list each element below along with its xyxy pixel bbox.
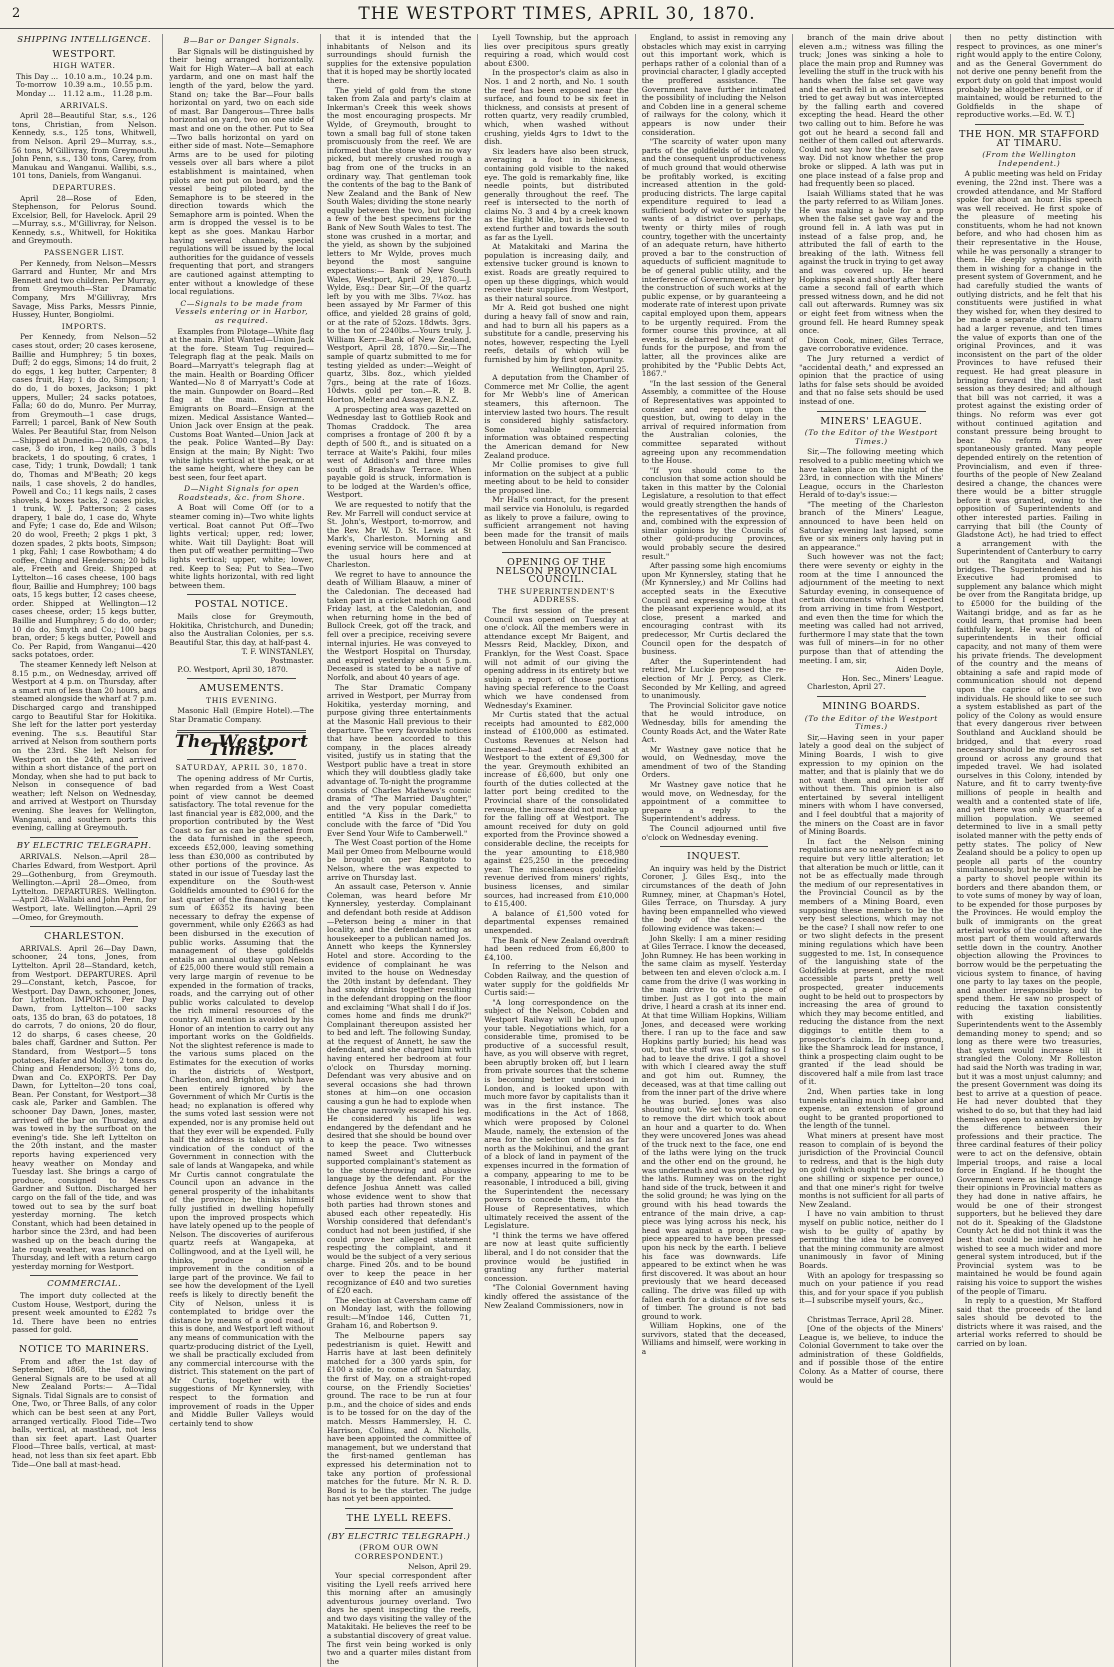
page-number: 2 [12,6,21,21]
paragraph: Per Kennedy, from Nelson—Messrs Garrard and Hunter, Mr and Mrs Bennett and two children. Per Murray, from Greymouth—Star Dramatic Company, Mrs M'Gillivray, Mrs Savage, Miss Parks, Messrs Pinnie, Hussey, Hunter, Bongiolmi. [12,258,157,320]
divider [187,594,295,595]
subheading: POSTAL NOTICE. [194,599,289,611]
paper-nameplate: The Westport Times. [174,731,309,761]
newspaper-columns [6,33,1108,1666]
paragraph: John Skelly: I am a miner residing at Giles Terrace. I know the deceased, John Rumney. He has been working in the same claim as myself. Yesterday between ten and eleven o'clock a.m. I came from the drive (I was working in the main drive to get a piece of timber. Just as I got into the main drive, I heard a crash at its inner end. At that time William Hopkins, William Jones, and deceased were working there. I ran up to the face and saw Hopkins partly buried; his head was out, but the stuff was still falling so I had to leave the drive. I got a shovel with which I cleared away the stuff and got him out. Rumney, the deceased, was at that time calling out from the inner part of the drive where he was buried. Jones was also shouting out. We set to work at once to remove the dirt which took about an hour and a quarter to do. When they were uncovered Jones was ahead of the truck next to the face, one end of the laths were lying on the truck and the other end on the ground, he was underneath and was protected by the laths. Rumney was on the right hand side of the truck, between it and the solid ground; he was lying on the ground with his head towards the entrance of the main drive, a cap-piece was lying across his neck, his head was against a prop, the cap-piece appeared to have been pressed upon his neck by the earth. I believe his face was downwards. Life appeared to be extinct when he was first discovered. It was about an hour previously that we heard deceased calling. The drive was filled up with fallen earth for a distance of five sets of timber. The ground is not bad ground to work. [641,933,787,1321]
paragraph: Such however was not the fact; there were seventy or eighty in the room at the time I announced the adjournment of the meeting to next Saturday evening, in consequence of certain documents which I expected from arriving in time from Westport, and even then the time for which the meeting was called had not arrived, furthermore I may state that the town was full of miners—in for no other purpose than that of attending the meeting. I am, sir, [799,552,944,665]
divider [30,837,138,838]
paragraph: Mr Curtis stated that the actual receipts had amounted to £82,000 instead of £100,000 as estimated. Customs Revenues at Nelson had increased—had decreased at Westport to the extent of £9,300 for the year. Greymouth exhibited an increase of £6,600, but only one fourth of the duties collected at the latter port being credited to the Provincial share of the consolidated revenue, the increase did not make up for the falling off at Westport. The amount received for duty on gold exported from the Province showed a considerable decline, the receipts for the year amounting to £18,980 against £25,250 in the preceding year. The miscellaneous goldfields' revenue derived from miners' rights, business licenses, and similar sources, had increased from £10,000 to £15,400. [484,710,629,909]
subheading: PASSENGER LIST. [43,248,125,258]
section-heading: COMMERCIAL. [47,1279,122,1290]
dateline: SATURDAY, APRIL 30, 1870. [175,762,308,772]
divider [30,926,138,927]
divider [817,411,925,412]
article-heading: MINERS' LEAGUE. [820,415,923,427]
paragraph: Charleston, April 27. [807,682,886,692]
subheading: (From the Wellington Independent.) [982,150,1077,168]
paragraph: In referring to the Nelson and Cobden Railway, and the question of water supply for the goldfields Mr Curtis said:— [484,962,629,998]
subheading: (To the Editor of the Westport Times.) [804,713,938,732]
paragraph: then no petty distinction with respect to provinces, as one miner's right would apply to the entire Colony, and as the General Government do not derive one penny benefit from the export duty on gold that impost would probably be altogether remitted, or if maintained, would be returned to the Goldfields in the shape of reproductive works.—Ed. W. T.] [956,33,1102,120]
paragraph: Dixon Cook, miner, Giles Terrace, gave corroborative evidence. [799,335,944,354]
column-3 [321,34,478,1667]
paragraph: "The scarcity of water upon many parts of the goldfields of the colony, and the consequent unproductiveness of much ground that would otherwise be profitably worked, is exciting increased attention in the gold-producing districts. The large capital expenditure required to lead a sufficient body of water to supply the wants of a district over perhaps, twenty or thirty miles of rough country, together with the uncertainty of an adequate return, have hitherto proved a bar to the construction of aqueducts of sufficient magnitude to be of general public utility, and the interference of Government, either by the construction of such works at the public expense, or by guaranteeing a moderate rate of interest upon private capital employed upon them, appears to be urgently required. From the former course this province, at all events, is debarred by the want of funds for the purpose, and from the latter, all the provinces alike are prohibited by the "Public Debts Act, 1867." [641,137,787,379]
paragraph: A balance of £1,500 voted for departmental expenses remained unexpended. [484,908,629,935]
paragraph: "The meeting of the Charleston branch of the Miners' League, announced to have been held on Saturday evening last lapsed, some five or six miners only having put in an appearance." [799,499,944,552]
paragraph: "I think the terms we have offered are now at least quite sufficiently liberal, and I do not consider that the province would be justified in granting any further material concession. [484,1230,629,1283]
signature: T. F. WINSTANLEY, [241,647,314,657]
paragraph: The Bank of New Zealand overdraft had been reduced from £6,800 to £4,100. [484,935,629,962]
paragraph: After passing some high encomiums upon Mr Kynnersley, stating that he (Mr Kynnersley,) and Mr Collins had accepted seats in the Executive Council and expressing a hope that the pleasant experience would, at its close, present a marked and encouraging contrast with its predecessor, Mr Curtis declared the Council open for the despatch of business. [641,561,787,657]
article-heading: THE HON. MR STAFFORD AT TIMARU. [959,128,1100,149]
divider [30,1339,138,1340]
article-heading: MINING BOARDS. [822,700,921,712]
subheading: (To the Editor of the Westport Times.) [804,428,938,446]
column-2 [163,34,320,1667]
subheading: AMUSEMENTS. [199,683,285,695]
paragraph: Mr A. Reid got bushed one night during a heavy fall of snow and rain, and had to burn all his papers as a substitute for a candle, preserving his notes, however, respecting the Lyell reefs, details of which will be furnished by him by first opportunity. [484,303,629,364]
subheading: HIGH WATER. [52,61,116,71]
paragraph: "A long correspondence on the subject of the Nelson, Cobden and Westport Railway will be laid upon your table. Negotiations which, for a considerable time, promised to be productive of a successful result, have, as you will observe with regret, been abruptly broken off, but I learn from private sources that the scheme is becoming better understood in London, and is looked upon with much more favor by capitalists than it was in the first instance. The modifications in the Act of 1868, which were proposed by Colonel Maude, namely, the extension of the area for the selection of land as far north as the Mokihinui, and the grant of a block of land in payment of the expenses incurred in the formation of a company, appearing to me to be reasonable, I introduced a bill, giving the Superintendent the necessary powers to concede them, into the House of Representatives, which ultimately received the assent of the Legislature. [484,997,629,1231]
paragraph: P.O. Westport, April 30, 1870. [177,664,289,674]
paragraph: ARRIVALS. April 26—Day Dawn, schooner, 24 tons, Jones, from Lyttelton. April 28—Standard, ketch, from Westport. DEPARTURES. April 29—Constant, ketch, Pascoe, for Westport. Day Dawn, schooner, Jones, for Lyttelton. IMPORTS. Per Day Dawn, from Lyttelton—100 sacks oats, 135 do bran, 63 do potatoes, 18 do carrots, 7 do onions, 20 do flour, 12 do sharps, 6 cases cheese, 20 bales chaff, Gardner and Sutton. Per Standard, from Westport—5 tons potatoes, Hafer and Molloy; 2 tons do, Ching and Henderson; 3½ tons do, Dwan and Co. EXPORTS. Per Day Dawn, for Lyttelton—20 tons coal, Bean. Per Constant, for Westport—38 cask ale, Parker and Gamblen. The schooner Day Dawn, Jones, master, arrived off the bar on Thursday, and was towed in by the surfboat on the evening's tide. She left Lyttelton on the 20th instant, and the master reports having experienced very heavy weather on Monday and Tuesday last. She brings a cargo of produce, consigned to Messrs Gardner and Sutton. Discharged her cargo on the fall of the tide, and was towed out to sea by the surf boat yesterday morning. The ketch Constant, which had been detained in harbor since the 23rd, and had been washed up on the beach during the late rough weather, was launched on Thursday, and left with a return cargo yesterday morning for Westport. [12,943,157,1271]
paragraph: The Jury returned a verdict of "accidental death," and expressed an opinion that the practice of using laths for false sets should be avoided and that no false sets should be used instead of one. [799,353,944,406]
paragraph: At Matakitaki and Marina the population is increasing daily, and extensive tucker ground is known to exist. Roads are greatly required to open up these diggings, which would receive their supplies from Westport, as their natural source. [484,242,629,303]
paragraph: A deputation from the Chamber of Commerce met Mr Collie, the agent for Mr Webb's line of American steamers, this afternoon. The interview lasted two hours. The result is considered highly satisfactory. Some valuable commercial information was obtained respecting the American demand for New Zealand produce. [484,373,629,460]
column-6 [793,34,950,1667]
paragraph: The steamer Kennedy left Nelson at 8.15 p.m., on Wednesday, arrived off Westport at 4 p.m. on Thursday, after a smart run of less than 20 hours, and steamed alongside the wharf at 7 p.m. Discharged cargo and transhipped cargo to Beautiful Star for Hokitika. She left for the latter port yesterday evening. The s.s. Beautiful Star arrived at Nelson from southern ports on the 23rd. She left Nelson for Westport on the 24th, and arrived within a short distance of the port on Monday, when she had to put back to Nelson in consequence of bad weather; left Nelson on Wednesday, and arrived at Westport on Thursday evening. She leaves for Wellington, Wanganui, and southern ports this evening, calling at Greymouth. [12,659,157,833]
paragraph: The Star Dramatic Company arrived in Westport, per Murray from Hokitika, yesterday morning, and purpose giving three entertainments at the Masonic Hall previous to their departure. The very favorable notices that have been accorded to this company, in the places already visited, justify us in stating that the Westport public have a treat in store which they will doubtless gladly take advantage of. To-night the programme consists of Charles Mathews's comic drama of "The Married Daughter," and the very popular comedietta entitled "A Kiss in the Dark," to conclude with the farce of "Did You Ever Send Your Wife to Camberwell." [326,682,472,838]
paragraph: Mr Wastney gave notice that he would, on Wednesday, move the amendment of two of the Standing Orders. [641,744,787,780]
paragraph: April 28—Rose of Eden, Stephenson, for Pelorus Sound. Excelsior, Bell, for Havelock. April 29—Murray, s.s., M'Gillivray, for Nelson. Kennedy, s.s., Whitwell, for Hokitika and Greymouth. [12,193,157,246]
paragraph: ARRIVALS. Nelson.—April 28—Charles Edward, from Westport. April 29—Gothenburg, from Greymouth. Wellington.—April 28—Omeo, from Lyttelton. DEPARTURES. Wellington.—April 28—Wallabi and John Penn, for Westport, late. Wellington.—April 29—Omeo, for Greymouth. [12,852,157,922]
paragraph: The Melbourne papers say pedestrianism is quiet. Hewitt and Harris have at last been definitely matched for a 300 yards spin, for £100 a side, to come off on Saturday, the first of May, on a straight-roped course, on the Friendly Societies' ground. The race to be run at four p.m., and the choice of sides and ends is to be tossed for on the day of the match. Messrs Hammersley, H. C. Harrison, Collins, and A. Nicholls, have been appointed the committee of management, but we understand that the first-named gentleman has expressed his determination not to take any portion of professional matches for the future. Mr N. R. D. Bond is to be the starter. The judge has not yet been appointed. [326,1331,472,1504]
paragraph: The West Coast portion of the Home Mail per Omeo from Melbourne would be brought on per Rangitoto to Nelson, where the was expected to arrive on Thursday last. [326,838,472,882]
paragraph: An assault case, Peterson v. Annie Coleman, was heard before Mr Kynnersley, yesterday. Complainant and defendant both reside at Addison—Peterson being a miner in that locality, and the defendant acting as housekeeper to a publican named Jos. Annett who keeps the Kynnersley Hotel and store. According to the evidence of complainant he was invited to the house on Wednesday the 20th instant by defendant. They had smoky drinks together resulting in the defendant dropping on the floor and exclaiming "What shall I do if Jos. comes home and finds me drunk?" Complainant thereupon assisted her to bed and left. The following Sunday, at the request of Annett, he saw the defendant, and she charged him with having entered her bedroom at four o'clock on Thursday morning. Defendant was very abusive and on several occasions she had thrown stones at him—on one occasion causing a gun he had to explode when the charge narrowly escaped his leg. He considered his life was endangered by the defendant and he desired that she should be bound over to keep the peace. Two witnesses named Sweet and Clutterbuck supported complainant's statement as to the stone-throwing and abusive language by the defendant. For the defence Joshua Annett was called whose evidence went to show that both parties had thrown stones and abused each other repeatedly. His Worship considered that defendant's conduct had not been justified, if she could prove her alleged statement respecting the complaint, and it would be the subject of a very serious charge. Fined 20s. and to be bound over to keep the peace in her recognizance of £40 and two sureties of £20 each. [326,882,472,1296]
divider [817,696,925,697]
paragraph: "The Colonial Government having kindly offered the assistance of the New Zealand Commissioners, now in [484,1283,629,1310]
column-1 [6,34,163,1667]
section-heading: BY ELECTRIC TELEGRAPH. [16,840,152,851]
subheading: ARRIVALS. [60,100,109,110]
divider [345,1508,453,1509]
tide-row: Monday ... 11.12 a.m., 11.28 p.m. [16,88,153,98]
divider [975,124,1084,125]
subheading: IMPORTS. [61,321,107,331]
subheading: WESTPORT. [52,48,117,60]
paragraph: In the prospector's claim as also in Nos. 1 and 2 north, and No. 1 south the reef has been exposed near the surface, and found to be six feet in thickness, and consists at present of rotten quartz, very readily crumbled, which, when washed without crushing, yields 4grs to 1dwt to the dish. [484,68,629,147]
paragraph: William Hopkins, one of the survivors, stated that the deceased, Williams and himself, were working in a [641,1321,787,1357]
subheading: NOTICE TO MARINERS. [19,1343,150,1355]
divider [345,1528,453,1529]
paragraph: Masonic Hall (Empire Hotel).—The Star Dramatic Company. [169,706,314,724]
paragraph: "In the last session of the General Assembly, a committee of the House of Representatives was appointed to consider and report upon the question, but, owing to delay in the arrival of required information from the Australian colonies, the committee separated without agreeing upon any recommendation to the House. [641,378,787,466]
paragraph: Mr Hall's contract, for the present mail service via Honolulu, is regarded as likely to prove a failure, owing to sufficient arrangement not having been made for the transit of mails between Honolulu and San Francisco. [484,495,629,548]
paragraph: April 28—Beautiful Star, s.s., 126 tons, Christian, from Nelson. Kennedy, s.s., 125 tons, Whitwell, from Nelson. April 29—Murray, s.s., 56 tons, M'Gillivray, from Greymouth. John Penn, s.s., 130 tons, Carey, from Manukau and Wanganui. Wallibi, s.s., 101 tons, Daniels, from Wanganui. [12,111,157,181]
paragraph: Isaiah Williams stated that he was the party referred to as Wiliam Jones. He was making a hole for a prop when the false set gave way and the ground fell in. A lath was put in instead of a false prop, and, he attributed the fall of earth to the breaking of the lath. Witness fell against the truck in trying to get away and was covered up. He heard Hopkins speak and shortly after there came a second fall of earth which pressed witness down, and he did not call out afterwards. Rumney was six or eight feet from witness when the ground fell. He heard Rumney speak once. [799,188,944,336]
paragraph: I have no vain ambition to thrust myself on public notice, neither do I wish to be guilty of apathy by permitting the idea to be conveyed that the mining community are almost unanimously in favor of Mining Boards. [799,1209,944,1270]
subheading: D—Night Signals for open Roadsteads, &c. from Shore. [178,484,306,502]
paragraph: Examples from Pilotage—White flag at the main. Pilot Wanted—Union Jack at the fore. Steam Tug required—Telegraph flag at the peak. Mails on Board—Marryatt's telegraph flag at the main. Health or Boarding Officer Wanted—No 8 of Marryatt's Code at the main. Gunpowder on Board—Red flag at the main. Government Emigrants on Board—Ensign at the mizen. Medical Assistance Wanted—Union Jack over Ensign at the peak. Customs Boat Wanted—Union Jack at the peak. Police Wanted—By Day: Ensign at the main; By Night: Two white lights vertical at the peak, or at the same height, where they can be best seen, four feet apart. [169,326,314,482]
paragraph: A Boat will Come Off (or to a steamer coming in)—Two white lights vertical. Boat cannot Put Off—Two lights vertical; upper, red; lower, white. Wait till Daylight: Boat will then put off weather permitting—Two lights vertical; upper, white; lower, red. Keep to Sea; Put to Sea—Two white lights horizontal, with red light between them. [169,503,314,590]
paragraph: The first session of the present Council was opened on Tuesday at one o'clock. All the members were in attendance except Mr Baigent, and Messrs Reid, Mackley, Dixon, and Franklyn, for the West Coast. Space will not admit of our giving the opening address in its entirety but we subjoin a report of those portions having special reference to the Coast which we have condensed from Wednesday's Examiner. [484,606,629,710]
subheading: C—Signals to be made from Vessels entering or in Harbor, as required. [175,298,309,325]
divider [30,1275,138,1276]
paragraph: What miners at present have most reason to complain of is beyond the jurisdiction of the Provincial Council to redress, and that is the high duty on gold (which ought to be reduced to one shilling or sixpence per ounce,) and that one miner's right for twelve months is not sufficient for all parts of New Zealand. [799,1131,944,1209]
divider [660,846,768,847]
paragraph: We regret to have to announce the death of William Blaauw, a miner of the Caledonian. The deceased had taken part in a cricket match on Good Friday last, at the Caledonian, and when returning home in the bed of Bullock Creek, got off the track, and fell over a precipice, receiving severe internal injuries. He was conveyed to the Westport Hospital on Thursday, and expired yesterday about 5 p.m. Deceased is stated to be a native of Norfolk, and about 40 years of age. [326,569,472,682]
paragraph: "If you should come to the conclusion that some action should be taken in this matter by the Colonial Legislature, a resolution to that effect would greatly strengthen the hands of the representatives of the province, and, combined with the expression of similar opinions by the Councils of other gold-producing provinces, would probably secure the desired result." [641,465,787,561]
paragraph: Bar Signals will be distinguished by their being arranged horizontally. Wait for High Water—A ball at each yardarm, and one on mast half the length of the yard, below the yard. Stand on; take the Bar—Four balls horizontal on yard, two on each side of mast. Bar Dangerous—Three balls horizontal on yard, two on one side of mast and one on the other. Put to Sea—Two balls horizontal on yard on either side of mast. Note—Semaphore Arms are to be used for piloting vessels over all bars where a pilot establishment is maintained, when pilots are not put on board, and the vessel being piloted by the Semaphore is to be steered in the direction towards which the Semaphore arm is pointed. When the arm is dropped the vessel is to be kept as she goes. Mankau Harbor having several channels, special regulations will be issued by the local authorities for the guidance of vessels frequenting that port, and strangers are cautioned against attempting to enter without a knowledge of these local regulations. [169,46,314,297]
signature: Aiden Doyle, [896,665,944,675]
signature: Miner. [919,1305,944,1315]
paragraph: An inquiry was held by the District Coroner, J. Giles Esq., into the circumstances of the death of John Rumney, miner, at Chapman's Hotel, Giles Terrace, on Thursday. A jury having been empannelled who viewed the body of the deceased the following evidence was taken:— [641,863,787,933]
paragraph: Per Kennedy, from Nelson—52 cases stout, order; 20 cases kerosene, Baillie and Humphrey; 5 tin boxes, Duff; 2 do eggs, Simons; 14 do fruit, 2 do eggs, 1 keg butter, Carpenter; 8 cases fruit, Hay; 1 do do, Simpson; 1 do do, 1 do boxes, Jackson; 1 pkt uppers, Muller; 24 sacks potatoes, Falla; 60 do do, Munro. Per Murray, from Greymouth—1 case drugs, Farrell; 1 parcel, Bank of New South Wales. Per Beautiful Star, from Nelson—Shipped at Dunedin—20,000 caps, 1 case, 3 do iron, 1 keg nails, 3 bdls brackets, 1 do spouting, 6 crates, 1 case, Tidy; 1 trunk, Dowdall; 1 tank do, Thomas and M'Beath; 20 kegs nails, 1 case shovels, 2 do handles, Powell and Co.; 11 kegs nails, 2 cases shovels, 4 boxes tacks, 2 cases picks, 1 trunk, W. J. Patterson; 2 cases drapery, 1 bale do, 1 case do, Whyte and Fyfe; 1 case do, Ede and Wilson; 20 do wool, Freeth; 2 pkgs 1 pkt, 3 dozen spades, 2 pkts boots, Simpson; 1 pkg, Fahl; 1 case Rowbotham; 4 do coffee, Ching and Henderson; 20 bdls ale, Freeth and Greig. Shipped at Lyttelton—16 cases cheese, 100 bags flour, Baillie and Humphrey; 100 bags oats, 15 kegs butter, 12 cases cheese, order. Shipped at Wellington—12 cases cheese, order; 15 kegs butter, Baillie and Humphrey; 5 do do, order; 10 do do, Smyth and Co.; 100 bags bran, order; 5 kegs butter, Powell and Co. Per Rapid, from Wanganui—420 sacks potatoes, order. [12,332,157,660]
divider [502,552,610,553]
dateline: Wellington, April 25. [551,364,629,374]
section-heading: SHIPPING INTELLIGENCE. [17,35,152,45]
newspaper-title: THE WESTPORT TIMES, APRIL 30, 1870. [358,4,756,24]
tide-row: This Day ... 10.10 a.m., 10.24 p.m. [16,71,153,81]
paragraph: England, to assist in removing any obstacles which may exist in carrying out this important work, which is perhaps rather of a colonial than of a provincial character, I gladly accepted the proffered assistance. The Government have further intimated the possibility of including the Nelson and Cobden line in a general scheme of railways for the colony, which it appears is now under their consideration. [641,33,787,137]
paragraph: The opening address of Mr Curtis, when regarded from a West Coast point of view cannot be deemed satisfactory. The total revenue for the last financial year is £82,000, and the proportion contributed by the West Coast so far as can be gathered from the data furnished in the speech, exceeds £52,000, leaving something less than £30,000 as contributed by other portions of the province. As stated in our issue of Tuesday last the expenditure on the South-west Goldfields amounted to £9016 for the last quarter of the financial year, the sum of £6352 its having been necessary to defray the expense of government, while only £2663 as had been disbursed in the execution of public works. Assuming that the management of these goldfields entails an annual outlay upon Nelson of £25,000 there would still remain a very large margin of revenue to be expended in the formation of tracks, roads, and the carrying out of other public works calculated to develop the rich mineral resources of the country. All mention is avoided by his Honor of an intention to carry out any important works on the Goldfields. Not the slightest reference is made to the various sums placed on the Estimates for the execution of works in the districts of Westport, Charleston, and Brighton, which have been entirely ignored by the Government of which Mr Curtis is the head; no explanation is offered why the sums voted last session were not expended, nor is any promise held out that they ever will be expended. Fully half the address is taken up with a vindication of the conduct of the Government in connection with the sale of lands at Wangapeka, and while Mr Curtis cannot congratulate the Council upon an advance in the general prosperity of the inhabitants of the province; he thinks himself fully justified in dwelling hopefully upon the improved prospects which have lately opened up to the people of Nelson. The discoveries of auriferous quartz reefs at Wangapeka, at Collingwood, and at the Lyell will, he thinks, produce a sensible improvement in the condition of a large part of the province. We fail to see how the development of the Lyell reefs is likely to directly benefit the City of Nelson, unless it is contemplated to bridge over the distance by means of a good road, if this is done, and Westport left without any means of communication with the quartz-producing district of the Lyell, we shall be practically excluded from any commercial intercourse with the district. This statement on the part of Mr Curtis, together with the suggestions of Mr Kynnersley, with respect to the formation and improvement of roads in the Upper and Middle Buller Valleys would certainly tend to show [169,774,314,1428]
paragraph: that it is intended that the inhabitants of Nelson and its surroundings should furnish the supplies for the extensive population that it is hoped may be shortly located there. [326,33,472,85]
paragraph: [One of the objects of the Miners' League is, we believe, to induce the Colonial Government to take over the administration of these Goldfields, and if possible those of the entire Colony. As a Matter of course, there would be [799,1324,944,1385]
paragraph: branch of the main drive about eleven a.m.; witness was filling the truck; Jones was sinking a hole to place the main prop and Rumney was levelling the stuff in the truck with his hands when the false set gave way and the earth fell in at once. Witness tried to get away but was intercepted by the falling earth and covered excepting the head. Heard the other two calling out to him. Before he was got out he heard a second fall and neither of them called out afterwards. Could not say how the false set gave way. Did not know whether the prop broke or slipped. A lath was put in one place instead of a false prop and had frequently been so placed. [799,33,944,189]
paragraph: From and after the 1st day of September, 1868, the following General Signals are to be used at all New Zealand Ports:— A—Tidal Signals. Tidal Signals are to consist of One, Two, or Three Balls, of any color which can be best seen at any Port, arranged vertically. Flood Tide—Two balls, vertical, at masthead, not less than six feet apart. Last Quarter Flood—Three balls, vertical, at mast-head, not less than six feet apart. Ebb Tide—One ball at mast-head. [12,1356,157,1469]
column-4 [478,34,635,1667]
paragraph: A prospecting area was gazetted on Wednesday last to Gottlieb Rook and Thomas Craddock. The area comprises a frontage of 200 ft by a depth of 500 ft., and is situated on a terrace at Waite's Pakihi, four miles west of Addison's and three miles south of Bradshaw Terrace. When payable gold is struck, information is to be lodged at the Warden's office, Westport. [326,404,472,500]
paragraph: Six leaders have also been struck, averaging a foot in thickness, containing gold visible to the naked eye. The gold is remarkably fine, like needle points, but distributed generally throughout the reef. The reef is intersected to the north of claims No. 3 and 4 by a creek known as the Eight Mile, but is believed to extend further and towards the south as far as the Lyell. [484,146,629,242]
subheading: CHARLESTON. [44,931,125,943]
signature-title: Hon. Sec., Miners' League. [841,673,944,683]
paragraph: The election at Caversham came off on Monday last, with the following result:—M'Indoe 146, Cutten 71, Graham 16, and Robertson 9. [326,1295,472,1331]
paragraph: After the Superintendent had retired, Mr Luckie proposed the re-election of Mr J. Percy, as Clerk. Seconded by Mr Kelling, and agreed to unanimously. [641,656,787,701]
paragraph: The Provincial Solicitor gave notice that he would introduce, on Wednesday, bills for amending the County Roads Act, and the Water Rate Act. [641,700,787,745]
signature-title: Postmaster. [270,655,314,665]
paragraph: Christmas Terrace, April 28. [807,1314,914,1324]
divider [187,678,295,679]
paragraph: The Council adjourned until five o'clock on Wednesday evening. [641,824,787,842]
subheading: B—Bar or Danger Signals. [183,36,300,45]
paragraph: The import duty collected at the Custom House, Westport, during the present week amounted to £282 7s 1d. There have been no entries passed for gold. [12,1290,157,1335]
paragraph: In fact the Nelson mining regulations are so nearly perfect as to require but very little alteration; let that alteration be much or little, can it not be as effectually made through the medium of our representatives in the Provincial Council as by the members of a Mining Board, even supposing these members to be the very best selections, which may not be the case? I shall now refer to one or two slight defects in the present mining regulations which have been suggested to me. 1st, In consequence of the languishing state of the Goldfields at present, and the most accessible parts pretty well prospected, greater inducements ought to be held out to prospectors by increasing the area of ground to which they may become entitled, and reducing the distance from the next diggings to entitle them to a prospector's claim. In deep ground, like the Shamrock lead for instance, I think a prospecting claim ought to be granted if the lead should be discovered half a mile from last trace of it. [799,836,944,1087]
paragraph: Sir,—The following meeting which resolved to a public meeting which we have taken place on the night of the 23rd, in connection with the Miners' League, occurs in the Charleston Herald of to-day's issue:— [799,447,944,500]
paragraph: 2nd, When parties take in long tunnels entailing much time labor and expense, an extension of ground ought to be granted proportioned to the length of the tunnel. [799,1087,944,1131]
masthead [0,0,1114,29]
subheading: DEPARTURES. [52,182,117,192]
column-5 [636,34,793,1667]
dateline: Nelson, April 29. [407,1562,472,1572]
paragraph: Mails close for Greymouth, Hokitika, Christchurch, and Dunedin; also the Australian Colonies, per s.s. Beautiful Star, this day, at half-past 4. [169,612,314,647]
paragraph: The yield of gold from the stone taken from Zala and party's claim at Inkerman's Creek this week shows the most encouraging prospects. Mr Wylde, of Greymouth, brought to town a small bag full of stone taken promiscuously from the reef. We are informed that the stone was in no way picked, but merely crushed rough a bag from one of the trucks in an ordinary way. That gentleman took the contents of the bag to the Bank of New Zealand and the Bank of New South Wales; dividing the stone nearly equally between the two, but picking a few of the best specimens for the Bank of New South Wales to test. The stone was crushed in a mortar, and the yield, as shown by the subjoined letters to Mr Wylde, proves much beyond the most sanguine expectations:— Bank of New South Wales, Westport, April 29, 1870.—J. Wylde, Esq.: Dear Sir,—Of the quartz left by you with me 3lbs. 7¼oz. has been assayed by Mr Farmer of this office, and yielded 28 grains of gold, or at the rate of 52ozs. 18dwts. 3grs. to the ton of 2240lbs.—Yours truly, J. William Kerr.—Bank of New Zealand, Westport, April 28, 1870.—Sir,—The sample of quartz submitted to me for testing yielded as under:—Weight of quartz, 3lbs. 8oz., which yielded 7grs., being at the rate of 16ozs. 10dwts. gold per ton.—R. P. B. Horton, Melter and Assayer, B.N.Z. [326,85,472,404]
paragraph: Mr Wastney gave notice that he would move, on Wednesday, for the appointment of a committee to prepare a reply to the Superintendent's address. [641,780,787,824]
paragraph: A public meeting was held on Friday evening, the 22nd inst. There was a crowded attendance, and Mr Stafford spoke for about an hour. His speech was well received. He first spoke of the pleasure of meeting his constituents, whom he had not known before, and who had chosen him as their representative in the House, while he was personally a stranger to them. He deeply sympathised with them in wishing for a change in the present system of Government, and he had carefully studied the wants of outlying districts, and he felt that his constituents were justified in what they wished for, when they desired to be made a separate district. Timaru had a larger revenue, and ten times the value of exports than one of the original Provinces, and it was inconsistent on the part of the older Provinces to have refused their request. He had great pleasure in bringing forward the bill of last session as they desired; and although that bill was not carried, it was a protest against the existing order of things. No reform was ever got without continued agitation and constant pressure being brought to bear. No reform was ever spontaneously granted. Many people depended entirely on the retention of Provincialism, and even if three-fourths of the people of New Zealand desired a change, the chances were there would be a bitter struggle before it was granted, owing to the opposition of Superintendents and other interested parties. Failing in carrying that bill (the County of Gladstone Act), he had tried to effect a arrangement with the Superintendent of Canterbury to carry out the Rangitata and Waitangi bridges. The Superintendent and his Executive had promised to supplement any balance which might be over from the Rangitata bridge, up to £5000 for the building of the Waitangi bridge, and as far as he could learn, that promise had been faithfully kept. He was not fond of superintendents in their official capacity, and not many of them were his private friends. The development of the country and the means of obtaining a safe and rapid mode of communication should not depend upon the caprice of one or two individuals. He should like to see such a system established as part of the policy of the Colony as would ensure that every dangerous river between Southland and Auckland should be bridged, and that every road necessary should be made across set ground or across any ground that impeded travel. We had isolated ourselves in this Colony, intended by Nature, and fit to carry twenty-five millions of people in health and wealth and a contented state of life, and yet there was only a quarter of a million population. We seemed determined to live in a small petty isolated manner with the petty ends of petty states. The policy of New Zealand should be a policy to open up people all parts of the country simultaneously, but he never would be a party to shovel people within its borders and there abandon them, or to vote sums of money by way of loan, to be expended for those purposes by the Provinces. He would employ the bulk of immigrants on the great arterial works of the country, and the most part of them would afterwards settle down in the country. Another objection allowing the Provinces to borrow would be the perpetuating the vicious system to finance, of having one party to lay taxes on the people, and another irresponsible body to spend them. He saw no prospect of reducing the taxation consistently with existing liabilities. Superintendents went to the Assembly demanding money to spend; and so long as there were two treasuries, that system would increase till it strangled the Colony. Mr Rolleston had said the North was trading in war, but it was a most unjust calumny; and the present Government was doing its best to arrive at a question of peace. He had never doubted that they wished to do so, but that they had laid themselves open to animadversion by the difference between their professions and their practice. The three cardinal features of their policy were to act on the defensive, obtain Imperial troops, and raise a local force in England. If he thought the Government were as likely to change their opinions in Provincial matters as they had done in native affairs, he would be one of their strongest supporters, but he believed they dare not do it. Speaking of the Gladstone County Act he did not think it was the best that could be initiated and he wished to see a much wider and more general system introduced, but if the Provincial system was to be maintained he would be found again raising his voice to support the wishes of the people of Timaru. [956,169,1102,1296]
article-heading: THE LYELL REEFS. [346,1512,452,1524]
paragraph: Your special correspondent after visiting the Lyell reefs arrived here this morning after an amusingly adventurous journey overland. Two days he spent inspecting the reefs, and two days visiting the valley of the Matakitaki. He believes the reef to be a substantial discovery of great value. The first vein being worked is only two and a quarter miles distant from the [326,1570,472,1666]
subheading: (FROM OUR OWN CORRESPONDENT.) [354,1543,444,1561]
tide-row: To-morrow 10.39 a.m., 10.55 p.m. [16,80,153,90]
paragraph: Sir,—Having seen in your paper lately a good deal on the subject of Mining Boards, I wish to give expression to my opinion on the matter, and that is plainly that we do not want them and are better off without them. This opinion is also entertained by several intelligent miners with whom I have conversed, and I feel doubtful that a majority of the miners on the Coast are in favor of Mining Boards. [799,732,944,837]
section-heading: (BY ELECTRIC TELEGRAPH.) [327,1531,471,1542]
subheading: THIS EVENING. [206,695,278,705]
paragraph: With an apology for trespassing so much on your patience if you read this, and for your space if you publish it—I subscribe myself yours, &c., [799,1270,944,1306]
paragraph: We are requested to notify that the Rev. Mr Farrell will conduct service at St. John's, Westport, to-morrow, and the Rev. Mr W. D. St. Lewis at St Mark's, Charleston. Morning and evening service will be commenced at the usual hours here and at Charleston. [326,500,472,570]
paragraph: Lyell Township, but the approach lies over precipitous spurs greatly requiring a road, which would cost about £300. [484,33,629,68]
paragraph: Mr Collie promises to give full information on the subject at a public meeting about to be held to consider the proposed line. [484,460,629,495]
article-heading: INQUEST. [687,851,741,863]
article-heading: OPENING OF THE NELSON PROVINCIAL COUNCIL. [495,557,618,586]
column-7 [951,34,1108,1667]
paragraph: In reply to a question, Mr Stafford said that the proceeds of the land sales should be devoted to the districts where it was raised, and the arterial works referred to should be carried on by loan. [956,1296,1102,1349]
subheading: THE SUPERINTENDENT'S ADDRESS. [497,586,616,605]
